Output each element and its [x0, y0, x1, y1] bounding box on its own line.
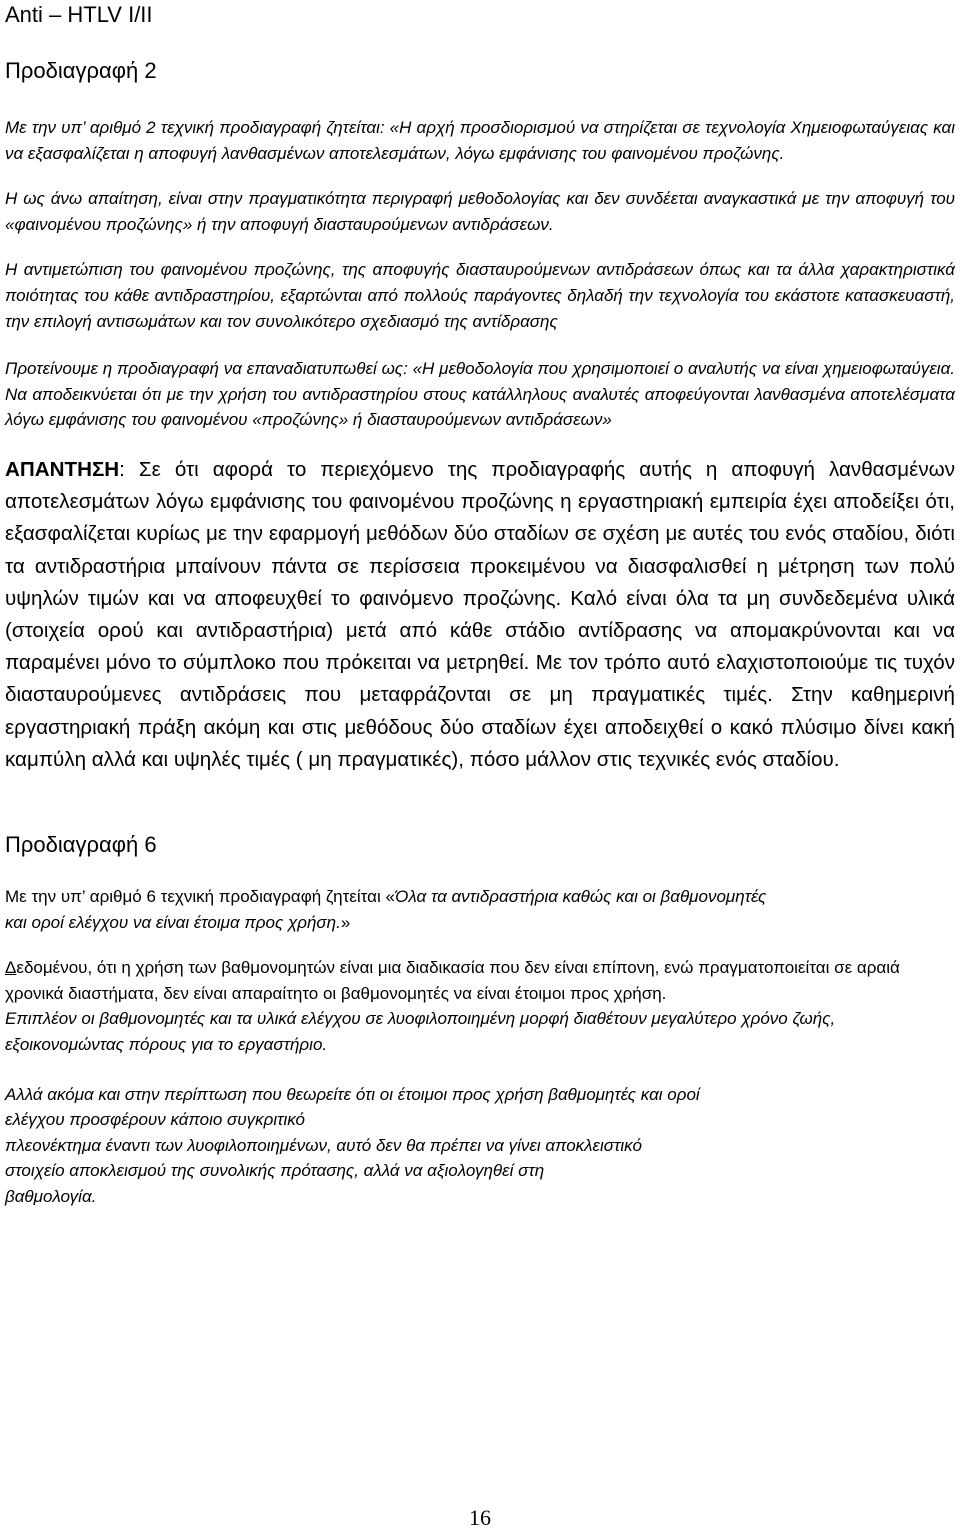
spec2-paragraph-3: Η αντιμετώπιση του φαινομένου προζώνης, της αποφυγής διασταυρούμενων αντιδράσεων όπως και τα άλλα χαρακτηριστικά ποιότητας του κάθε αντιδραστηρίου, εξαρτώνται από πολλούς παράγοντες δηλαδή την τεχνολογία του εκάστοτε κατασκευαστή, την επιλογή αντισωμάτων και τον συνολικότερο σχεδιασμό της αντίδρασης — [5, 260, 955, 331]
spec2-quote: Με την υπ’ αριθμό 2 τεχνική προδιαγραφή ζητείται: «Η αρχή προσδιορισμού να στηρίζεται σε τεχνολογία Χημειοφωταύγειας και να εξασφαλίζεται η αποφυγή λανθασμένων αποτελεσμάτων, λόγω εμφάνισης του φαινομένου προζώνης. — [5, 118, 955, 163]
spec6-p2-dropcap: Δ — [5, 958, 17, 978]
spec2-paragraph-2: Η ως άνω απαίτηση, είναι στην πραγματικότητα περιγραφή μεθοδολογίας και δεν συνδέεται αναγκαστικά με την αποφυγή του «φαινομένου προζώνης» ή την αποφυγή διασταυρούμενων αντιδράσεων. — [5, 189, 955, 234]
spec6-paragraph-4 — [5, 1082, 955, 1210]
spec2-proposal-part1: Προτείνουμε η προδιαγραφή να επαναδιατυπωθεί ως: «Η μεθοδολογία που χρησιμοποιεί ο αναλυτής να είναι χημειοφωταύγεια. — [5, 359, 955, 379]
spec6-paragraph-3: Επιπλέον οι βαθμονομητές και τα υλικά ελέγχου σε λυοφιλοποιημένη μορφή διαθέτουν μεγαλύτερο χρόνο ζωής, εξοικονομώντας πόρους για το εργαστήριο. — [5, 1009, 836, 1054]
spec6-p4-line5: βαθμολογία. — [5, 1186, 97, 1206]
spec6-p4-line3: πλεονέκτημα έναντι των λυοφιλοποιημένων, αυτό δεν θα πρέπει να γίνει αποκλειστικό — [5, 1135, 642, 1155]
document-page — [5, 0, 955, 1210]
spec6-quote — [5, 884, 955, 935]
section-heading-spec2: Προδιαγραφή 2 — [5, 58, 157, 83]
spec6-quote-part2: Όλα τα αντιδραστήρια καθώς και οι βαθμονομητές — [394, 886, 767, 906]
spec6-quote-part3: και οροί ελέγχου να είναι έτοιμα προς χρήση. — [5, 912, 341, 932]
spec6-quote-part1: Με την υπ’ αριθμό 6 τεχνική προδιαγραφή ζητείται « — [5, 886, 395, 906]
section-heading-spec6: Προδιαγραφή 6 — [5, 831, 157, 857]
page-number: 16 — [469, 1505, 491, 1530]
answer-colon: : — [119, 457, 125, 481]
document-title: Anti – HTLV I/II — [5, 2, 153, 27]
spec6-p4-line2: ελέγχου προσφέρουν κάποιο συγκριτικό — [5, 1110, 306, 1130]
spec6-paragraph-2 — [5, 955, 955, 1006]
spec2-proposal — [5, 356, 955, 433]
spec6-p2-rest: εδομένου, ότι η χρήση των βαθμονομητών είναι μια διαδικασία που δεν είναι επίπονη, ενώ πραγματοποιείται σε αραιά χρονικά διαστήματα, δεν είναι απαραίτητο οι βαθμονομητές να είναι έτοιμοι προς χρήση. — [5, 958, 900, 1003]
answer-text: Σε ότι αφορά το περιεχόμενο της προδιαγραφής αυτής η αποφυγή λανθασμένων αποτελεσμάτων λόγω εμφάνισης του φαινομένου προζώνης η εργαστηριακή εμπειρία έχει αποδείξει ότι, εξασφαλίζεται κυρίως με την εφαρμογή μεθόδων δύο σταδίων σε σχέση με αυτές του ενός σταδίου, διότι τα αντιδραστήρια μπαίνουν πάντα σε περίσσεια προκειμένου να διασφαλισθεί η μέτρηση των πολύ υψηλών τιμών και να αποφευχθεί το φαινόμενο προζώνης. Καλό είναι όλα τα μη συνδεδεμένα υλικά (στοιχεία ορού και αντιδραστήρια) μετά από κάθε στάδιο αντίδρασης να απομακρύνονται και να παραμένει μόνο το σύμπλοκο που πρόκειται να μετρηθεί. Με τον τρόπο αυτό ελαχιστοποιούμε τις τυχόν διασταυρούμενες αντιδράσεις που μεταφράζονται σε μη πραγματικές τιμές. Στην καθημερινή εργαστηριακή πράξη ακόμη και στις μεθόδους δύο σταδίων έχει αποδειχθεί ο κακό πλύσιμο δίνει κακή καμπύλη αλλά και υψηλές τιμές ( μη πραγματικές), πόσο μάλλον στις τεχνικές ενός σταδίου. — [5, 457, 955, 771]
spec6-quote-part4: » — [340, 912, 351, 932]
spec2-answer — [5, 454, 955, 776]
spec6-p4-line4: στοιχείο αποκλεισμού της συνολικής πρότασης, αλλά να αξιολογηθεί στη — [5, 1161, 545, 1181]
spec2-proposal-part2: Να αποδεικνύεται ότι με την χρήση του αντιδραστηρίου στους κατάλληλους αναλυτές αποφεύγονται λανθασμένα αποτελέσματα λόγω εμφάνισης του φαινομένου «προζώνης» ή διασταυρούμενων αντιδράσεων» — [5, 384, 955, 430]
spec6-p4-line1: Αλλά ακόμα και στην περίπτωση που θεωρείτε ότι οι έτοιμοι προς χρήση βαθμομητές και οροί — [5, 1084, 700, 1104]
answer-label: ΑΠΑΝΤΗΣΗ — [5, 457, 120, 481]
